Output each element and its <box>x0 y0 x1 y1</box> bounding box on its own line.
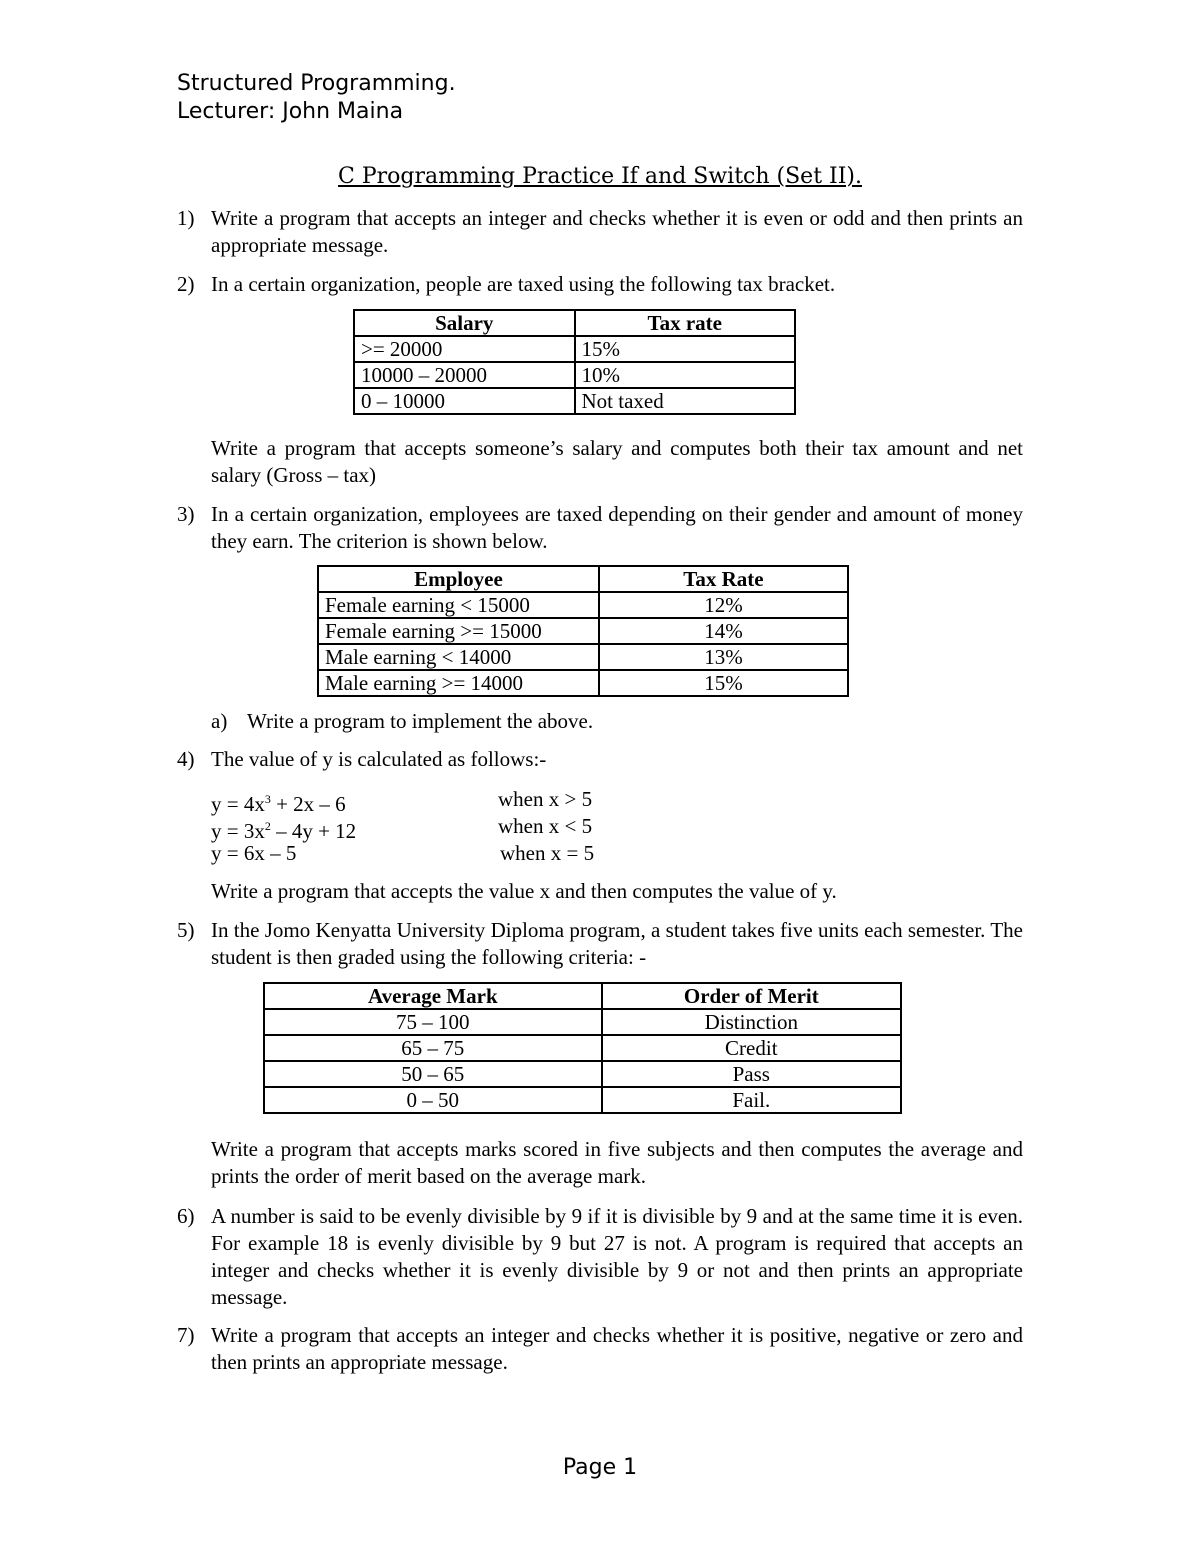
question-2 <box>177 271 1023 298</box>
question-2-followup: Write a program that accepts someone’s salary and computes both their tax amount and net salary (Gross – tax) <box>211 436 1023 487</box>
table-row <box>264 1009 901 1035</box>
question-number: 7) <box>177 1323 195 1347</box>
table-row <box>318 670 848 696</box>
table-cell: 50 – 65 <box>264 1061 602 1087</box>
table-row <box>318 618 848 644</box>
equation-row <box>211 840 595 867</box>
question-number: 1) <box>177 206 195 230</box>
table-header-row <box>264 983 901 1009</box>
table-cell: 10000 – 20000 <box>354 362 575 388</box>
document-header <box>177 70 456 126</box>
question-text: In the Jomo Kenyatta University Diploma program, a student takes five units each semester. The student is then graded using the following criteria: - <box>211 918 1023 969</box>
table-row <box>318 592 848 618</box>
table-row <box>264 1061 901 1087</box>
question-3 <box>177 501 1023 555</box>
table-cell: Female earning < 15000 <box>318 592 599 618</box>
question-number: 5) <box>177 918 195 942</box>
question-1 <box>177 205 1023 259</box>
course-title: Structured Programming. <box>177 71 456 96</box>
table-cell: 0 – 10000 <box>354 388 575 414</box>
tax-bracket-table <box>353 309 796 415</box>
table-cell: Distinction <box>602 1009 901 1035</box>
table-cell: Male earning >= 14000 <box>318 670 599 696</box>
question-text: Write a program that accepts an integer and checks whether it is positive, negative or zero and then prints an appropriate message. <box>211 1323 1023 1374</box>
table-cell: Male earning < 14000 <box>318 644 599 670</box>
subpart-text: Write a program to implement the above. <box>247 709 594 733</box>
table-cell: Credit <box>602 1035 901 1061</box>
table-cell: 14% <box>599 618 848 644</box>
table-row <box>318 644 848 670</box>
table-cell: Pass <box>602 1061 901 1087</box>
question-text: A number is said to be evenly divisible by 9 if it is divisible by 9 and at the same time it is even. For example 18 is evenly divisible by 9 but 27 is not. A program is required that accepts an integer and checks whether it is evenly divisible by 9 or not and then prints an appropriate message. <box>211 1204 1023 1309</box>
equation-condition: when x = 5 <box>500 841 595 865</box>
table-header: Salary <box>354 310 575 336</box>
table-cell: >= 20000 <box>354 336 575 362</box>
table-cell: 12% <box>599 592 848 618</box>
table-cell: 15% <box>575 336 796 362</box>
table-header: Employee <box>318 566 599 592</box>
question-text: The value of y is calculated as follows:- <box>211 747 547 771</box>
table-header: Tax rate <box>575 310 796 336</box>
table-row <box>264 1087 901 1113</box>
table-cell: 0 – 50 <box>264 1087 602 1113</box>
table-header: Tax Rate <box>599 566 848 592</box>
table-cell: 10% <box>575 362 796 388</box>
question-4 <box>177 746 1023 773</box>
table-header-row <box>318 566 848 592</box>
table-cell: 15% <box>599 670 848 696</box>
question-4-followup: Write a program that accepts the value x and then computes the value of y. <box>211 879 837 903</box>
question-text: In a certain organization, people are taxed using the following tax bracket. <box>211 272 836 296</box>
table-cell: Female earning >= 15000 <box>318 618 599 644</box>
question-6 <box>177 1203 1023 1311</box>
table-header-row <box>354 310 795 336</box>
table-header: Average Mark <box>264 983 602 1009</box>
table-row <box>354 336 795 362</box>
question-7 <box>177 1322 1023 1376</box>
question-number: 3) <box>177 502 195 526</box>
table-cell: 13% <box>599 644 848 670</box>
equation-condition: when x < 5 <box>498 814 593 838</box>
question-number: 6) <box>177 1204 195 1228</box>
question-5-followup: Write a program that accepts marks scored in five subjects and then computes the average and prints the order of merit based on the average mark. <box>211 1137 1023 1188</box>
page-title: C Programming Practice If and Switch (Set II). <box>338 164 862 189</box>
question-number: 4) <box>177 747 195 771</box>
equation-expression: $y = 4x^3 + 2x - 6$ <box>211 792 346 816</box>
subpart-label: a) <box>211 709 228 733</box>
page-number: Page 1 <box>562 1455 638 1480</box>
table-header: Order of Merit <box>602 983 901 1009</box>
equation-condition: when x > 5 <box>498 787 593 811</box>
table-row <box>354 362 795 388</box>
question-number: 2) <box>177 272 195 296</box>
lecturer-name: Lecturer: John Maina <box>177 99 404 124</box>
question-3-subpart <box>211 708 1023 735</box>
table-row <box>264 1035 901 1061</box>
table-cell: Fail. <box>602 1087 901 1113</box>
question-5 <box>177 917 1023 971</box>
equation-expression: y = 6x – 5 <box>211 841 297 865</box>
grading-table <box>263 982 902 1114</box>
table-cell: 75 – 100 <box>264 1009 602 1035</box>
question-text: In a certain organization, employees are taxed depending on their gender and amount of money they earn. The criterion is shown below. <box>211 502 1023 553</box>
employee-tax-table <box>317 565 849 697</box>
table-cell: Not taxed <box>575 388 796 414</box>
equation-expression: $y = 3x^2 - 4y + 12$ <box>211 819 357 843</box>
question-text: Write a program that accepts an integer and checks whether it is even or odd and then prints an appropriate message. <box>211 206 1023 257</box>
table-row <box>354 388 795 414</box>
table-cell: 65 – 75 <box>264 1035 602 1061</box>
